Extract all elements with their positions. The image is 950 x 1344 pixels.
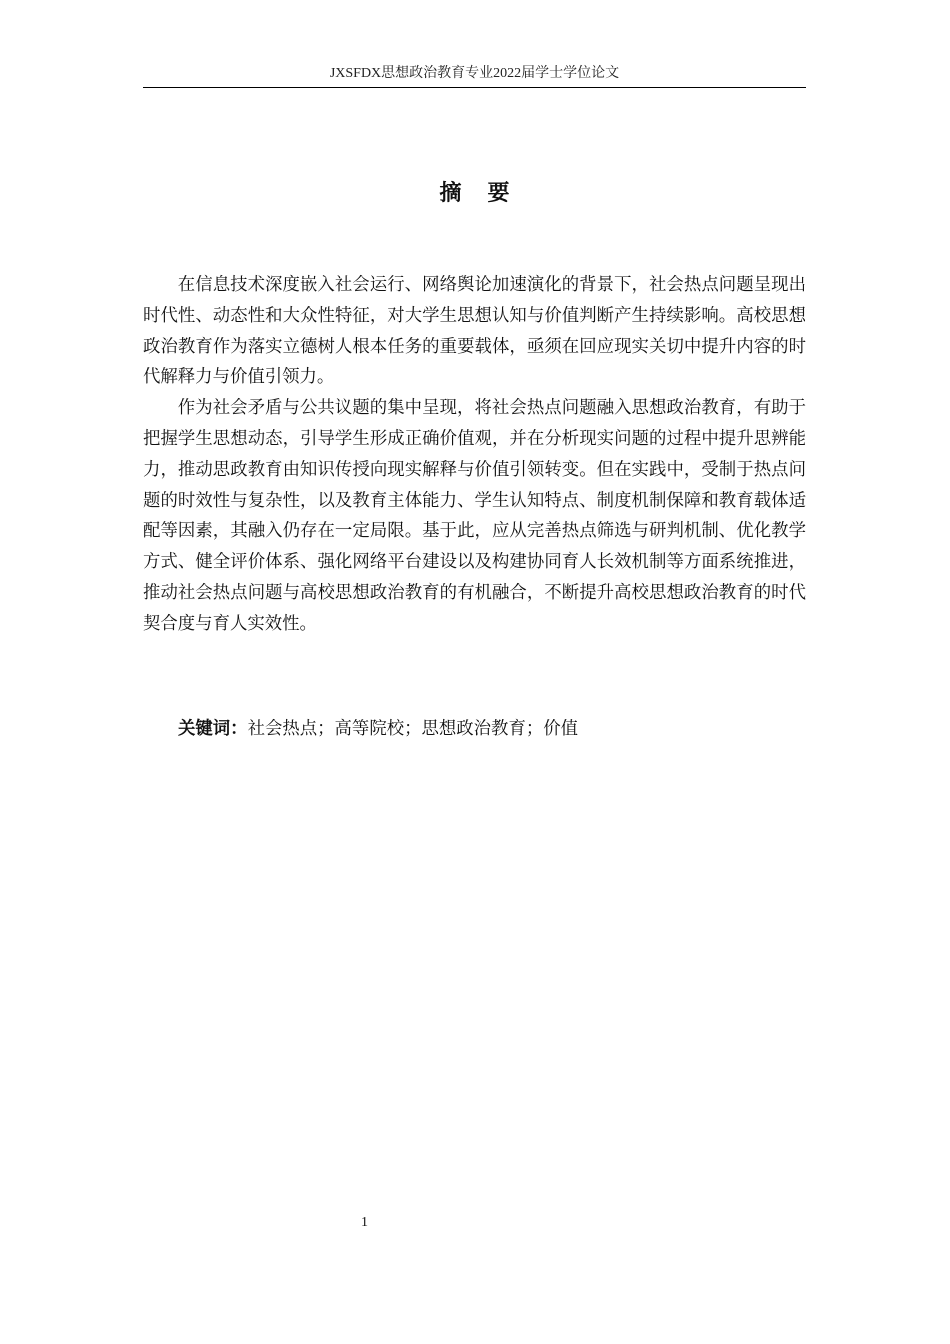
page-number: 1 xyxy=(361,1215,368,1230)
abstract-title: 摘要 xyxy=(439,181,536,206)
keywords-line xyxy=(178,714,806,744)
abstract-body xyxy=(143,270,806,640)
running-header: JXSFDX思想政治教育专业2022届学士学位论文 xyxy=(329,66,620,81)
abstract-paragraph-1: 在信息技术深度嵌入社会运行、网络舆论加速演化的背景下，社会热点问题呈现出时代性、动态性和大众性特征，对大学生思想认知与价值判断产生持续影响。高校思想政治教育作为落实立德树人根本任务的重要载体，亟须在回应现实关切中提升内容的时代解释力与价值引领力。 xyxy=(143,275,806,388)
header-rule xyxy=(143,87,806,88)
abstract-paragraph-2: 作为社会矛盾与公共议题的集中呈现，将社会热点问题融入思想政治教育，有助于把握学生思想动态，引导学生形成正确价值观，并在分析现实问题的过程中提升思辨能力，推动思政教育由知识传授向现实解释与价值引领转变。但在实践中，受制于热点问题的时效性与复杂性，以及教育主体能力、学生认知特点、制度机制保障和教育载体适配等因素，其融入仍存在一定局限。基于此，应从完善热点筛选与研判机制、优化教学方式、健全评价体系、强化网络平台建设以及构建协同育人长效机制等方面系统推进，推动社会热点问题与高校思想政治教育的有机融合，不断提升高校思想政治教育的时代契合度与育人实效性。 xyxy=(143,398,806,634)
keywords-label: 关键词： xyxy=(178,719,248,739)
keywords-value: 社会热点；高等院校；思想政治教育；价值 xyxy=(247,719,579,739)
